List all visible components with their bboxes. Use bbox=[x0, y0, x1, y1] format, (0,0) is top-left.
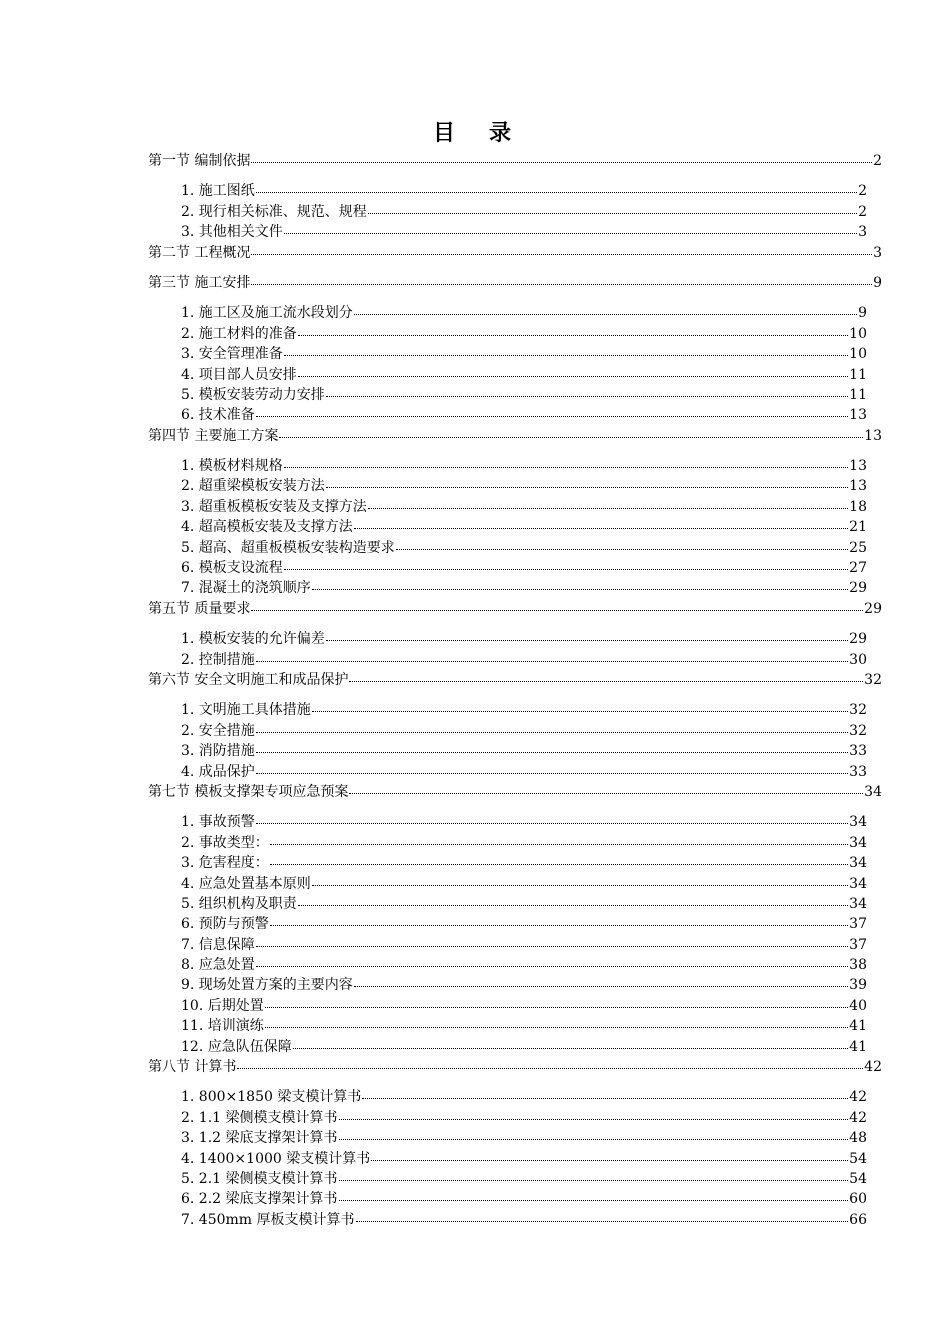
toc-item-entry[interactable] bbox=[0, 720, 867, 740]
toc-item-entry[interactable] bbox=[0, 649, 867, 669]
toc-item-entry[interactable] bbox=[0, 1036, 867, 1056]
toc-page-number: 42 bbox=[864, 1059, 882, 1076]
toc-item-label: 7. 450mm 厚板支模计算书 bbox=[181, 1211, 355, 1228]
toc-item-entry[interactable] bbox=[0, 740, 867, 760]
toc-leader-dots bbox=[265, 993, 848, 1008]
toc-leader-dots bbox=[339, 1125, 849, 1140]
toc-item-entry[interactable] bbox=[0, 475, 867, 495]
toc-item-label: 1. 800×1850 梁支模计算书 bbox=[181, 1089, 362, 1106]
toc-item-entry[interactable] bbox=[0, 302, 867, 322]
toc-leader-dots bbox=[368, 199, 857, 214]
toc-item-entry[interactable] bbox=[0, 1107, 867, 1127]
toc-item-entry[interactable] bbox=[0, 1168, 867, 1188]
toc-leader-dots bbox=[251, 148, 872, 163]
toc-item-entry[interactable] bbox=[0, 913, 867, 933]
toc-item-label: 2. 现行相关标准、规范、规程 bbox=[181, 203, 367, 220]
toc-item-entry[interactable] bbox=[0, 516, 867, 536]
toc-item-label: 8. 应急处置 bbox=[181, 957, 255, 974]
toc-section-entry[interactable] bbox=[0, 150, 882, 170]
toc-leader-dots bbox=[284, 219, 857, 234]
toc-section-entry[interactable] bbox=[0, 425, 882, 445]
toc-leader-dots bbox=[284, 453, 848, 468]
toc-section-entry[interactable] bbox=[0, 242, 882, 262]
toc-page-number: 54 bbox=[849, 1150, 867, 1167]
toc-page-number: 34 bbox=[849, 875, 867, 892]
toc-item-label: 7. 信息保障 bbox=[181, 936, 255, 953]
toc-item-entry[interactable] bbox=[0, 364, 867, 384]
toc-page-number: 11 bbox=[849, 366, 867, 383]
toc-item-label: 3. 其他相关文件 bbox=[181, 224, 283, 241]
toc-page-number: 32 bbox=[864, 671, 882, 688]
toc-page-number: 10 bbox=[849, 325, 867, 342]
toc-item-entry[interactable] bbox=[0, 343, 867, 363]
toc-item-label: 4. 超高模板安装及支撑方法 bbox=[181, 519, 353, 536]
toc-leader-dots bbox=[256, 402, 848, 417]
toc-item-entry[interactable] bbox=[0, 811, 867, 831]
toc-page-number: 2 bbox=[873, 153, 882, 169]
toc-section-label: 第二节 工程概况 bbox=[148, 244, 251, 261]
toc-item-label: 2. 1.1 梁侧模支模计算书 bbox=[181, 1109, 338, 1126]
toc-section-entry[interactable] bbox=[0, 781, 882, 801]
toc-leader-dots bbox=[326, 626, 848, 641]
toc-page-number: 34 bbox=[849, 814, 867, 831]
toc-item-entry[interactable] bbox=[0, 852, 867, 872]
toc-page-number: 27 bbox=[849, 560, 867, 577]
toc-leader-dots bbox=[368, 494, 848, 509]
toc-item-entry[interactable] bbox=[0, 404, 867, 424]
toc-item-label: 2. 控制措施 bbox=[181, 651, 255, 668]
toc-leader-dots bbox=[256, 647, 848, 662]
table-of-contents bbox=[0, 150, 950, 1229]
toc-leader-dots bbox=[256, 178, 857, 193]
toc-leader-dots bbox=[371, 1146, 848, 1161]
toc-item-label: 9. 现场处置方案的主要内容 bbox=[181, 977, 353, 994]
toc-page-number: 3 bbox=[873, 244, 882, 261]
toc-item-label: 4. 1400×1000 梁支模计算书 bbox=[181, 1150, 371, 1167]
toc-page-number: 38 bbox=[849, 957, 867, 974]
toc-item-entry[interactable] bbox=[0, 832, 867, 852]
toc-leader-dots bbox=[270, 911, 848, 926]
toc-page-number: 25 bbox=[849, 539, 867, 556]
toc-leader-dots bbox=[270, 830, 848, 845]
toc-page-number: 3 bbox=[858, 224, 867, 241]
toc-item-label: 3. 消防措施 bbox=[181, 743, 255, 760]
toc-leader-dots bbox=[256, 809, 848, 824]
toc-item-entry[interactable] bbox=[0, 1209, 867, 1229]
toc-leader-dots bbox=[284, 555, 848, 570]
toc-page-number: 32 bbox=[849, 702, 867, 719]
toc-section-label: 第五节 质量要求 bbox=[148, 600, 251, 617]
toc-item-entry[interactable] bbox=[0, 1015, 867, 1035]
toc-leader-dots bbox=[349, 779, 863, 794]
toc-item-entry[interactable] bbox=[0, 201, 867, 221]
toc-item-label: 10. 后期处置 bbox=[181, 997, 264, 1014]
toc-item-label: 1. 施工区及施工流水段划分 bbox=[181, 305, 353, 322]
toc-item-label: 2. 事故类型： bbox=[181, 834, 269, 851]
toc-item-label: 6. 预防与预警 bbox=[181, 916, 269, 933]
toc-item-entry[interactable] bbox=[0, 221, 867, 241]
toc-item-label: 4. 成品保护 bbox=[181, 763, 255, 780]
toc-leader-dots bbox=[256, 932, 848, 947]
toc-page-number: 13 bbox=[864, 427, 882, 444]
toc-section-entry[interactable] bbox=[0, 669, 882, 689]
toc-page-number: 66 bbox=[849, 1211, 867, 1228]
toc-page-number: 2 bbox=[858, 203, 867, 220]
toc-page-number: 29 bbox=[849, 580, 867, 597]
toc-item-label: 4. 项目部人员安排 bbox=[181, 366, 297, 383]
toc-page-number: 33 bbox=[849, 763, 867, 780]
toc-item-label: 3. 超重板模板安装及支撑方法 bbox=[181, 498, 367, 515]
toc-item-entry[interactable] bbox=[0, 873, 867, 893]
toc-leader-dots bbox=[326, 382, 848, 397]
toc-section-label: 第八节 计算书 bbox=[148, 1059, 237, 1076]
toc-section-label: 第七节 模板支撑架专项应急预案 bbox=[148, 783, 349, 800]
toc-section-label: 第三节 施工安排 bbox=[148, 274, 251, 291]
toc-leader-dots bbox=[354, 972, 848, 987]
toc-item-entry[interactable] bbox=[0, 974, 867, 994]
toc-item-label: 5. 2.1 梁侧模支模计算书 bbox=[181, 1170, 338, 1187]
toc-page-number: 32 bbox=[849, 722, 867, 739]
toc-item-label: 6. 模板支设流程 bbox=[181, 560, 283, 577]
toc-section-entry[interactable] bbox=[0, 1056, 882, 1076]
toc-leader-dots bbox=[256, 718, 848, 733]
toc-item-label: 6. 技术准备 bbox=[181, 407, 255, 424]
toc-leader-dots bbox=[354, 300, 857, 315]
toc-leader-dots bbox=[298, 362, 848, 377]
toc-item-entry[interactable] bbox=[0, 699, 867, 719]
toc-page-number: 13 bbox=[849, 458, 867, 475]
toc-page-number: 2 bbox=[858, 183, 867, 200]
toc-page-number: 18 bbox=[849, 498, 867, 515]
toc-leader-dots bbox=[256, 738, 848, 753]
toc-page-number: 29 bbox=[849, 631, 867, 648]
toc-leader-dots bbox=[265, 1013, 848, 1028]
toc-item-entry[interactable] bbox=[0, 893, 867, 913]
toc-page-number: 21 bbox=[849, 519, 867, 536]
toc-item-label: 6. 2.2 梁底支撑架计算书 bbox=[181, 1191, 338, 1208]
toc-page-number: 41 bbox=[849, 1018, 867, 1035]
toc-leader-dots bbox=[270, 850, 848, 865]
toc-title: 目 录 bbox=[432, 121, 517, 146]
toc-item-entry[interactable] bbox=[0, 455, 867, 475]
toc-item-label: 3. 安全管理准备 bbox=[181, 346, 283, 363]
toc-item-label: 5. 组织机构及职责 bbox=[181, 895, 297, 912]
toc-leader-dots bbox=[251, 596, 863, 611]
toc-page-number: 41 bbox=[849, 1038, 867, 1055]
toc-item-label: 12. 应急队伍保障 bbox=[181, 1038, 292, 1055]
toc-item-entry[interactable] bbox=[0, 180, 867, 200]
toc-section-entry[interactable] bbox=[0, 598, 882, 618]
toc-item-entry[interactable] bbox=[0, 323, 867, 343]
toc-item-label: 4. 应急处置基本原则 bbox=[181, 875, 311, 892]
toc-leader-dots bbox=[312, 697, 848, 712]
toc-leader-dots bbox=[298, 321, 848, 336]
toc-leader-dots bbox=[256, 952, 848, 967]
toc-leader-dots bbox=[339, 1166, 849, 1181]
toc-item-entry[interactable] bbox=[0, 934, 867, 954]
toc-item-entry[interactable] bbox=[0, 761, 867, 781]
toc-item-label: 1. 模板材料规格 bbox=[181, 458, 283, 475]
toc-page-number: 34 bbox=[849, 834, 867, 851]
toc-item-label: 3. 1.2 梁底支撑架计算书 bbox=[181, 1130, 338, 1147]
toc-page-number: 39 bbox=[849, 977, 867, 994]
toc-item-label: 5. 超高、超重板模板安装构造要求 bbox=[181, 539, 395, 556]
toc-item-label: 1. 模板安装的允许偏差 bbox=[181, 631, 325, 648]
toc-item-label: 2. 安全措施 bbox=[181, 722, 255, 739]
toc-item-label: 1. 文明施工具体措施 bbox=[181, 702, 311, 719]
toc-page-number: 10 bbox=[849, 346, 867, 363]
toc-item-entry[interactable] bbox=[0, 557, 867, 577]
toc-page-number: 37 bbox=[849, 936, 867, 953]
toc-item-label: 1. 施工图纸 bbox=[181, 183, 255, 200]
toc-item-entry[interactable] bbox=[0, 954, 867, 974]
toc-leader-dots bbox=[349, 667, 863, 682]
toc-section-label: 第六节 安全文明施工和成品保护 bbox=[148, 671, 349, 688]
toc-section-entry[interactable] bbox=[0, 272, 882, 292]
toc-leader-dots bbox=[284, 341, 848, 356]
toc-section-label: 第一节 编制依据 bbox=[148, 153, 251, 169]
toc-item-label: 3. 危害程度： bbox=[181, 855, 269, 872]
toc-section-label: 第四节 主要施工方案 bbox=[148, 427, 279, 444]
toc-leader-dots bbox=[339, 1186, 849, 1201]
toc-item-entry[interactable] bbox=[0, 384, 867, 404]
toc-item-entry[interactable] bbox=[0, 1127, 867, 1147]
toc-item-label: 2. 施工材料的准备 bbox=[181, 325, 297, 342]
toc-leader-dots bbox=[256, 759, 848, 774]
toc-leader-dots bbox=[298, 891, 848, 906]
toc-leader-dots bbox=[237, 1054, 863, 1069]
toc-page-number: 60 bbox=[849, 1191, 867, 1208]
toc-page-number: 9 bbox=[873, 274, 882, 291]
toc-page-number: 9 bbox=[858, 305, 867, 322]
toc-page-number: 34 bbox=[864, 783, 882, 800]
toc-item-entry[interactable] bbox=[0, 1148, 867, 1168]
toc-page-number: 48 bbox=[849, 1130, 867, 1147]
toc-page-number: 37 bbox=[849, 916, 867, 933]
toc-item-label: 11. 培训演练 bbox=[181, 1018, 264, 1035]
toc-item-label: 1. 事故预警 bbox=[181, 814, 255, 831]
toc-page-number: 13 bbox=[849, 407, 867, 424]
toc-page-number: 29 bbox=[864, 600, 882, 617]
toc-leader-dots bbox=[251, 270, 872, 285]
toc-leader-dots bbox=[312, 871, 848, 886]
toc-leader-dots bbox=[356, 1207, 849, 1222]
toc-item-entry[interactable] bbox=[0, 1086, 867, 1106]
toc-item-label: 2. 超重梁模板安装方法 bbox=[181, 478, 325, 495]
toc-page-number: 34 bbox=[849, 855, 867, 872]
toc-leader-dots bbox=[251, 240, 872, 255]
toc-leader-dots bbox=[279, 423, 863, 438]
toc-page-number: 54 bbox=[849, 1170, 867, 1187]
toc-page-number: 33 bbox=[849, 743, 867, 760]
toc-item-label: 7. 混凝土的浇筑顺序 bbox=[181, 580, 311, 597]
toc-item-entry[interactable] bbox=[0, 628, 867, 648]
toc-page-number: 30 bbox=[849, 651, 867, 668]
toc-page-number: 42 bbox=[849, 1109, 867, 1126]
toc-item-entry[interactable] bbox=[0, 1188, 867, 1208]
toc-page-number: 40 bbox=[849, 997, 867, 1014]
toc-page-number: 11 bbox=[849, 386, 867, 403]
toc-item-label: 5. 模板安装劳动力安排 bbox=[181, 386, 325, 403]
toc-page-number: 42 bbox=[849, 1089, 867, 1106]
toc-item-entry[interactable] bbox=[0, 995, 867, 1015]
toc-leader-dots bbox=[312, 575, 848, 590]
toc-leader-dots bbox=[396, 535, 848, 550]
toc-page-number: 34 bbox=[849, 895, 867, 912]
toc-leader-dots bbox=[362, 1084, 848, 1099]
toc-leader-dots bbox=[339, 1105, 849, 1120]
toc-leader-dots bbox=[293, 1034, 848, 1049]
toc-item-entry[interactable] bbox=[0, 496, 867, 516]
toc-page-number: 13 bbox=[849, 478, 867, 495]
toc-item-entry[interactable] bbox=[0, 577, 867, 597]
toc-leader-dots bbox=[354, 514, 848, 529]
toc-leader-dots bbox=[326, 473, 848, 488]
toc-item-entry[interactable] bbox=[0, 537, 867, 557]
